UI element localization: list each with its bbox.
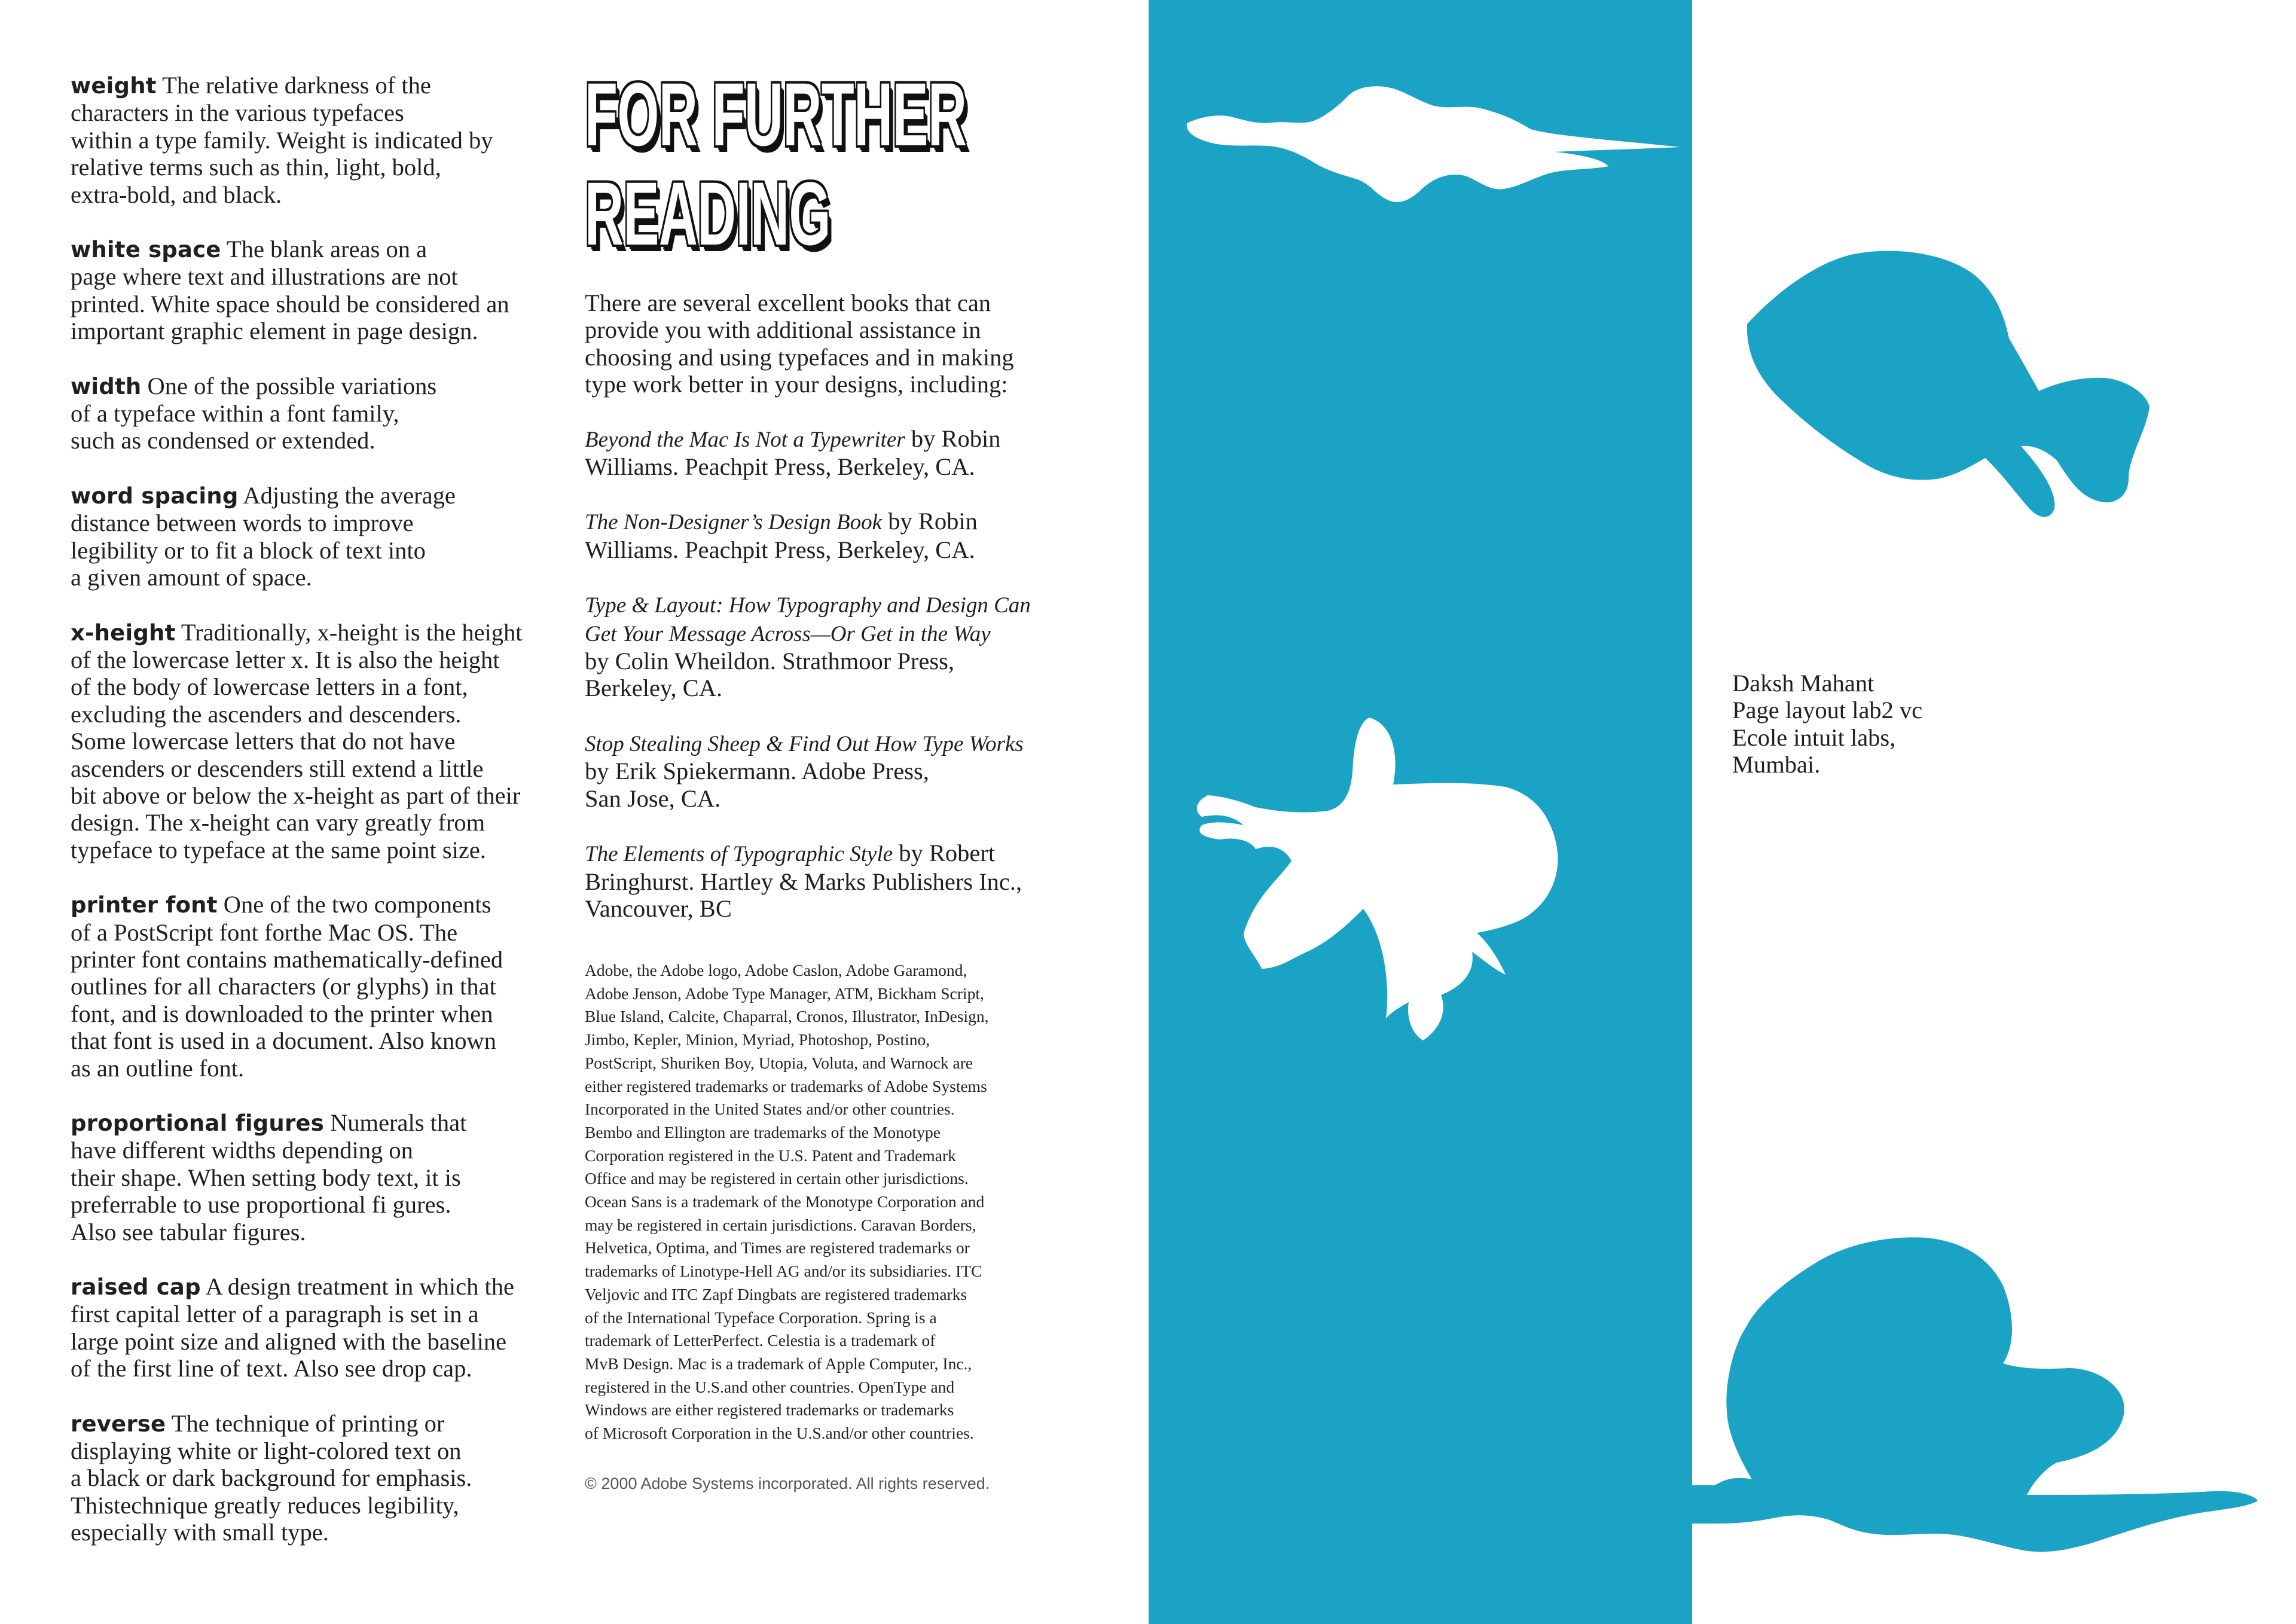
definition-line: printed. White space should be considered an bbox=[71, 290, 509, 318]
trademark-line: Adobe Jenson, Adobe Type Manager, ATM, Bickham Script, bbox=[585, 984, 984, 1003]
book-author: by Robin bbox=[882, 508, 978, 535]
definition-line: relative terms such as thin, light, bold, bbox=[71, 154, 441, 181]
author-credits bbox=[1732, 670, 1922, 779]
trademark-line: Office and may be registered in certain other jurisdictions. bbox=[585, 1169, 969, 1188]
definition-line: Thistechnique greatly reduces legibility, bbox=[71, 1491, 459, 1519]
definition-line: displaying white or light-colored text on bbox=[71, 1437, 462, 1465]
glossary-term: width bbox=[71, 373, 142, 399]
book-title: Get Your Message Across—Or Get in the Way bbox=[585, 621, 991, 646]
definition-line: extra-bold, and black. bbox=[71, 181, 282, 208]
glossary-term: word spacing bbox=[71, 483, 239, 509]
glossary-term: white space bbox=[71, 237, 221, 263]
definition-line: characters in the various typefaces bbox=[71, 99, 404, 127]
credit-line: Daksh Mahant bbox=[1732, 670, 1874, 697]
intro-line: choosing and using typefaces and in making bbox=[585, 343, 1014, 371]
definition-text: A design treatment in which the bbox=[200, 1273, 514, 1301]
definition-text: The blank areas on a bbox=[221, 236, 428, 263]
goldfish-icon bbox=[1197, 718, 1558, 1040]
definition-line: font, and is downloaded to the printer when bbox=[71, 1000, 493, 1027]
book-title: Type & Layout: How Typography and Design Can bbox=[585, 593, 1031, 618]
copyright-notice: © 2000 Adobe Systems incorporated. All rights reserved. bbox=[585, 1475, 990, 1492]
definition-line: page where text and illustrations are not bbox=[71, 263, 458, 291]
trademark-line: Incorporated in the United States and/or other countries. bbox=[585, 1100, 955, 1119]
book-publisher-line: by Colin Wheildon. Strathmoor Press, bbox=[585, 648, 954, 675]
definition-line: first capital letter of a paragraph is set in a bbox=[71, 1301, 479, 1328]
book-publisher-line: Bringhurst. Hartley & Marks Publishers Inc., bbox=[585, 868, 1022, 895]
definition-line: that font is used in a document. Also known bbox=[71, 1027, 497, 1055]
trademark-line: PostScript, Shuriken Boy, Utopia, Voluta, and Warnock are bbox=[585, 1053, 973, 1072]
trademark-line: of Microsoft Corporation in the U.S.and/or other countries. bbox=[585, 1424, 974, 1443]
intro-line: provide you with additional assistance in bbox=[585, 316, 981, 344]
definition-line: a given amount of space. bbox=[71, 564, 312, 591]
definition-line: of a PostScript font forthe Mac OS. The bbox=[71, 918, 458, 946]
trademark-line: of the International Typeface Corporation. Spring is a bbox=[585, 1308, 937, 1327]
definition-line: design. The x-height can vary greatly from bbox=[71, 809, 486, 837]
intro-line: There are several excellent books that can bbox=[585, 289, 991, 316]
book-publisher-line: Vancouver, BC bbox=[585, 895, 732, 922]
definition-line: Some lowercase letters that do not have bbox=[71, 728, 456, 755]
trademark-line: Ocean Sans is a trademark of the Monotype Corporation and bbox=[585, 1192, 985, 1211]
trademark-line: may be registered in certain jurisdictions. Caravan Borders, bbox=[585, 1215, 976, 1234]
definition-line: within a type family. Weight is indicated by bbox=[71, 126, 493, 154]
definition-text: Traditionally, x-height is the height bbox=[175, 618, 523, 646]
definition-text: The relative darkness of the bbox=[156, 72, 431, 99]
definition-line: bit above or below the x-height as part of their bbox=[71, 782, 521, 809]
definition-text: One of the possible variations bbox=[141, 372, 437, 399]
book-publisher-line: Berkeley, CA. bbox=[585, 674, 723, 702]
definition-text: The technique of printing or bbox=[166, 1409, 445, 1437]
glossary-term: printer font bbox=[71, 892, 218, 918]
book-title: Beyond the Mac Is Not a Typewriter bbox=[585, 427, 905, 452]
definition-line: preferrable to use proportional fi gures. bbox=[71, 1191, 451, 1219]
glossary-term: reverse bbox=[71, 1411, 166, 1437]
credit-line: Ecole intuit labs, bbox=[1732, 724, 1896, 751]
tropical-fish-icon bbox=[1747, 251, 2150, 517]
book-publisher-line: Williams. Peachpit Press, Berkeley, CA. bbox=[585, 536, 975, 563]
definition-line: legibility or to fit a block of text into bbox=[71, 536, 426, 564]
definition-line: of a typeface within a font family, bbox=[71, 400, 399, 428]
trademark-line: Corporation registered in the U.S. Patent and Trademark bbox=[585, 1146, 956, 1165]
glossary-term: weight bbox=[71, 73, 157, 99]
trademark-line: MvB Design. Mac is a trademark of Apple Computer, Inc., bbox=[585, 1354, 972, 1373]
definition-line: of the first line of text. Also see drop cap. bbox=[71, 1355, 472, 1382]
book-author: by Robin bbox=[905, 425, 1001, 452]
definition-line: excluding the ascenders and descenders. bbox=[71, 700, 462, 728]
definition-line: important graphic element in page design. bbox=[71, 318, 478, 345]
book-publisher-line: San Jose, CA. bbox=[585, 784, 721, 812]
definition-line: of the lowercase letter x. It is also the height bbox=[71, 646, 500, 673]
trademark-line: Blue Island, Calcite, Chaparral, Cronos, Illustrator, InDesign, bbox=[585, 1007, 989, 1026]
definition-line: especially with small type. bbox=[71, 1519, 329, 1546]
credit-line: Mumbai. bbox=[1732, 751, 1821, 779]
heading-line-2: READING bbox=[585, 163, 831, 264]
glossary-term: x-height bbox=[71, 619, 176, 646]
definition-line: typeface to typeface at the same point size. bbox=[71, 836, 486, 863]
book-title: Stop Stealing Sheep & Find Out How Type Works bbox=[585, 731, 1024, 756]
trademark-line: Bembo and Ellington are trademarks of the Monotype bbox=[585, 1122, 941, 1141]
definition-text: Numerals that bbox=[323, 1109, 467, 1136]
book-author: by Robert bbox=[893, 840, 996, 867]
book-title: The Elements of Typographic Style bbox=[585, 842, 893, 867]
book-title: The Non-Designer’s Design Book bbox=[585, 510, 883, 535]
heading-line-1: FOR FURTHER bbox=[585, 64, 967, 164]
definition-line: as an outline font. bbox=[71, 1054, 245, 1082]
cloud-shape bbox=[1187, 86, 1680, 202]
trademark-line: Veljovic and ITC Zapf Dingbats are registered trademarks bbox=[585, 1284, 967, 1304]
book-publisher-line: Williams. Peachpit Press, Berkeley, CA. bbox=[585, 453, 975, 481]
trademark-line: Helvetica, Optima, and Times are registered trademarks or bbox=[585, 1238, 970, 1257]
definition-line: printer font contains mathematically-defined bbox=[71, 945, 503, 973]
definition-text: Adjusting the average bbox=[238, 481, 456, 509]
trademark-line: Jimbo, Kepler, Minion, Myriad, Photoshop, Postino, bbox=[585, 1030, 930, 1049]
definition-line: large point size and aligned with the baseline bbox=[71, 1327, 507, 1355]
definition-line: have different widths depending on bbox=[71, 1137, 413, 1164]
trademark-line: trademarks of Linotype-Hell AG and/or its subsidiaries. ITC bbox=[585, 1262, 982, 1281]
wave-shape bbox=[1692, 1237, 2258, 1552]
trademark-line: either registered trademarks or trademarks of Adobe Systems bbox=[585, 1076, 987, 1095]
definition-text: One of the two components bbox=[217, 891, 491, 918]
definition-line: of the body of lowercase letters in a font, bbox=[71, 673, 468, 701]
trademark-line: registered in the U.S.and other countries. OpenType and bbox=[585, 1377, 955, 1396]
trademark-line: Adobe, the Adobe logo, Adobe Caslon, Adobe Garamond, bbox=[585, 961, 967, 979]
book-publisher-line: by Erik Spiekermann. Adobe Press, bbox=[585, 758, 929, 785]
definition-line: a black or dark background for emphasis. bbox=[71, 1464, 472, 1492]
intro-line: type work better in your designs, including: bbox=[585, 371, 1008, 398]
glossary-term: raised cap bbox=[71, 1274, 201, 1301]
definition-line: distance between words to improve bbox=[71, 509, 414, 537]
trademark-line: Windows are either registered trademarks or trademarks bbox=[585, 1400, 954, 1420]
definition-line: their shape. When setting body text, it is bbox=[71, 1164, 461, 1191]
definition-line: outlines for all characters (or glyphs) in that bbox=[71, 973, 496, 1000]
definition-line: Also see tabular figures. bbox=[71, 1218, 306, 1246]
definition-line: such as condensed or extended. bbox=[71, 427, 375, 454]
credit-line: Page layout lab2 vc bbox=[1732, 697, 1923, 724]
glossary-term: proportional figures bbox=[71, 1110, 324, 1136]
trademark-line: trademark of LetterPerfect. Celestia is a trademark of bbox=[585, 1331, 936, 1350]
definition-line: ascenders or descenders still extend a little bbox=[71, 755, 484, 782]
